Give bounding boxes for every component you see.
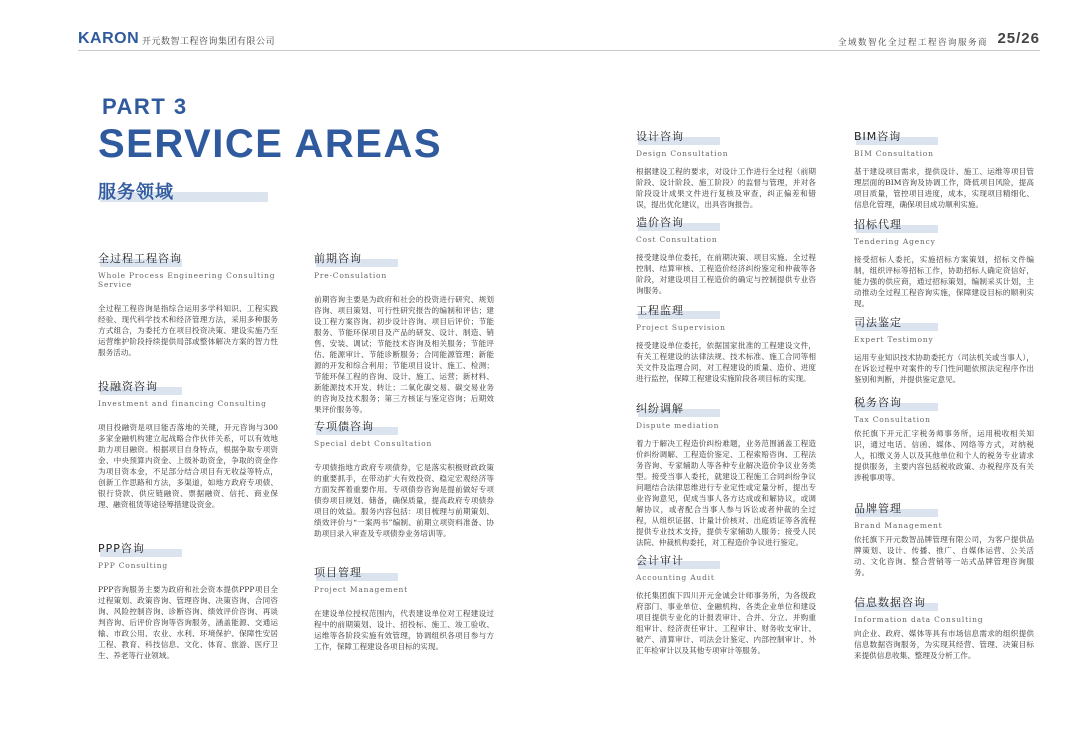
section-body: PPP咨询服务主要为政府和社会资本提供PPP项目全过程策划、政策咨询、管理咨询、决策咨询、合同咨询、风险控制咨询、诊断咨询、绩效评价咨询、再谈判咨询、后评价咨询等咨询服务，涵盖能源、交通运输、市政公用、农业、水利、环境保护、保障性安居工程、教育、科技信息、文化、体育、旅游、医疗卫生、养老等行业领域。 <box>98 585 278 660</box>
section-body: 接受招标人委托，实施招标方案策划，招标文件编制，组织评标等招标工作，协助招标人确定资信好，能力强的供应商，通过招标策划，编制采买计划，主动推动全过程工程咨询实施，保障建设目标的顺利实现。 <box>854 255 1034 308</box>
section-title: PPP咨询 <box>98 542 145 555</box>
brand-logo: KARON <box>78 30 140 47</box>
section-tax <box>854 394 1034 483</box>
section-title: 信息数据咨询 <box>854 596 926 609</box>
section-subtitle: Investment and financing Consulting <box>98 399 267 408</box>
series-title: 全域数智化全过程工程咨询服务商 <box>837 38 988 48</box>
section-brand <box>854 500 1034 578</box>
page-header <box>0 0 1080 50</box>
section-pre-consulting <box>314 250 494 415</box>
section-subtitle: Tendering Agency <box>854 237 936 246</box>
section-subtitle: Project Supervision <box>636 323 726 332</box>
section-ppp <box>98 540 278 661</box>
section-expert-testimony <box>854 314 1034 385</box>
section-investment <box>98 378 278 510</box>
section-body: 接受建设单位委托，依据国家批准的工程建设文件，有关工程建设的法律法规、技术标准、施工合同等相关文件及监理合同，对工程建设的质量、造价、进度进行监控，保障工程建设实施阶段各项目标的实现。 <box>636 341 816 383</box>
section-title: 项目管理 <box>314 566 362 579</box>
page-number: 25/26 <box>997 30 1040 47</box>
section-subtitle: Information data Consulting <box>854 615 984 624</box>
section-subtitle: Tax Consultation <box>854 415 931 424</box>
section-subtitle: Whole Process Engineering Consulting Service <box>98 271 276 289</box>
page-title: SERVICE AREAS <box>98 122 443 166</box>
section-title: 造价咨询 <box>636 216 684 229</box>
section-title: 前期咨询 <box>314 252 362 265</box>
section-body: 依托集团旗下四川开元金诚会计师事务所，为各级政府部门、事业单位、金融机构、各类企业单位和建设项目提供专业化的计报表审计、合并、分立、并购重组审计、经济责任审计、工程审计、财务收支审计、破产、清算审计、司法会计鉴定、内部控制审计、外汇年检审计以及其他专项审计等服务。 <box>636 591 816 655</box>
section-cost <box>636 214 816 296</box>
section-project-management <box>314 564 494 652</box>
section-design <box>636 128 816 210</box>
section-body: 根据建设工程的要求，对设计工作进行全过程（前期阶段、设计阶段、施工阶段）的监督与管理，并对各阶段设计成果文件进行复核及审查，纠正偏差和错误，提出优化建议，出具咨询报告。 <box>636 167 816 209</box>
section-title: 品牌管理 <box>854 502 902 515</box>
section-subtitle: Cost Consultation <box>636 235 718 244</box>
section-body: 运用专业知识技术协助委托方（司法机关或当事人），在诉讼过程中对案件的专门性问题依照法定程序作出鉴别和判断，并提供鉴定意见。 <box>854 353 1034 384</box>
section-title: 司法鉴定 <box>854 316 902 329</box>
section-special-debt <box>314 418 494 539</box>
section-body: 项目投融资是项目能否落地的关键，开元咨询与300多家金融机构建立起战略合作伙伴关系，可以有效地助力项目融资。根据项目自身特点，根据争取专项资金、中央预算内资金、上级补助资金，争取的资金作为项目资本金，不足部分结合项目有无收益等特点，创新工作思路和方法，多渠道，如地方政府专项债、银行贷款、供应链融资、票据融资、信托、商业保理、融资租赁等途径筹措建设资金。 <box>98 423 278 509</box>
section-subtitle: Pre-Consulation <box>314 271 387 280</box>
section-body: 向企业、政府、媒体等具有市场信息需求的组织提供信息数据咨询服务，为实现其经营、管理、决策目标来提供信息收集、整理及分析工作。 <box>854 629 1034 660</box>
section-subtitle: BIM Consultation <box>854 149 934 158</box>
section-title: 招标代理 <box>854 218 902 231</box>
section-subtitle: Project Management <box>314 585 408 594</box>
section-bim <box>854 128 1034 210</box>
section-body: 在建设单位授权范围内，代表建设单位对工程建设过程中的前期策划、设计、招投标、施工、竣工验收、运维等各阶段实施有效管理，协调组织各项目参与方工作，保障工程建设各项目标的实现。 <box>314 609 494 651</box>
section-title: 纠纷调解 <box>636 402 684 415</box>
part-label: PART 3 <box>102 94 188 119</box>
section-title: 税务咨询 <box>854 396 902 409</box>
section-body: 接受建设单位委托，在前期决策、项目实施、全过程控制、结算审核、工程造价经济纠纷鉴定和仲裁等各阶段，对建设项目工程造价的确定与控制提供专业咨询服务。 <box>636 253 816 295</box>
section-body: 依托旗下开元汇字税务师事务所，运用税收相关知识，通过电话、信函、媒体、网络等方式，对纳税人，扣缴义务人以及其他单位和个人的税务专业请求提供服务，主要内容包括税收政策、办税程序及有关涉税事项等。 <box>854 429 1034 482</box>
section-title: 会计审计 <box>636 554 684 567</box>
section-dispute <box>636 400 816 548</box>
section-body: 基于建设项目需求，提供设计、施工、运维等项目管理层面的BIM咨询及协调工作，降低项目风险，提高项目质量，管控项目进度，成本，实现项目精细化、信息化管理，确保项目成功顺利实施。 <box>854 167 1034 209</box>
section-subtitle: Expert Testimony <box>854 335 934 344</box>
section-title: 投融资咨询 <box>98 380 158 393</box>
section-title: 设计咨询 <box>636 130 684 143</box>
section-subtitle: Dispute mediation <box>636 421 720 430</box>
section-subtitle: PPP Consulting <box>98 561 168 570</box>
company-name: 开元数智工程咨询集团有限公司 <box>142 37 276 47</box>
cn-title-block <box>98 178 268 204</box>
section-body: 依托旗下开元数智品牌管理有限公司，为客户提供品牌策划、设计、传播、推广、自媒体运营、公关活动、文化咨询、整合营销等一站式品牌管理咨询服务。 <box>854 535 1034 577</box>
section-body: 专项债指地方政府专项债券，它是落实积极财政政策的重要抓手，在带动扩大有效投资、稳定宏观经济等方面发挥着重要作用。专项债券咨询是提前做好专项债券项目规划、储备，确保质量，提高政府专项债券项目的效益。服务内容包括：项目梳理与前期策划、绩效评价与“一案两书”编制、前期立项资料准备、协助项目录入审查及专项债券业务培训等。 <box>314 463 494 538</box>
section-body: 前期咨询主要是为政府和社会的投资进行研究、规划咨询、项目策划、可行性研究报告的编制和评估；建设工程方案咨询、初步设计咨询、项目后评价；节能服务、节能环保项目及产品的研发、设计、制造、销售、安装、调试；节能技术咨询及相关服务；节能评估、能源审计、节能诊断服务；合同能源管理；新能源的开发和综合利用；节能项目设计、施工、检测；节能环保工程的咨询、设计、施工、运营；新材料、新能源技术开发、转让；二氧化碳交易、碳交易业务的咨询及技术服务；第三方核证与鉴定咨询；后期效果评价服务等。 <box>314 295 494 414</box>
header-divider <box>78 50 1040 51</box>
section-info-data <box>854 594 1034 661</box>
cn-page-title: 服务领域 <box>98 182 174 203</box>
section-subtitle: Special debt Consultation <box>314 439 433 448</box>
section-subtitle: Accounting Audit <box>636 573 715 582</box>
section-supervision <box>636 302 816 384</box>
section-body: 着力于解决工程造价纠纷难题，业务范围涵盖工程造价纠纷调解、工程造价鉴定、工程索赔咨询、工程法务咨询、专家辅助人等各种专业解决造价争议业务类型。接受当事人委托，就建设工程施工合同纠纷争议问题结合法律思维进行专业定性或定量分析，提出专业咨询意见，促成当事人各方达成或和解协议，或调解协议，或者配合当事人参与诉讼或者仲裁的全过程，从组织证据、计量计价核对、出庭质证等各流程提供专业技术支持，提供专家辅助人服务；接受人民法院、仲裁机构委托，对工程造价争议进行鉴定。 <box>636 439 816 547</box>
section-title: 工程监理 <box>636 304 684 317</box>
section-tendering <box>854 216 1034 309</box>
section-title: BIM咨询 <box>854 130 902 143</box>
section-whole-process <box>98 250 278 358</box>
section-audit <box>636 552 816 656</box>
section-title: 专项债咨询 <box>314 420 374 433</box>
section-subtitle: Design Consultation <box>636 149 729 158</box>
section-title: 全过程工程咨询 <box>98 252 182 265</box>
section-body: 全过程工程咨询是指综合运用多学科知识、工程实践经验、现代科学技术和经济管理方法，采用多种服务方式组合，为委托方在项目投资决策、建设实施乃至运营维护阶段持续提供局部或整体解决方案的智力性服务活动。 <box>98 304 278 357</box>
section-subtitle: Brand Management <box>854 521 943 530</box>
